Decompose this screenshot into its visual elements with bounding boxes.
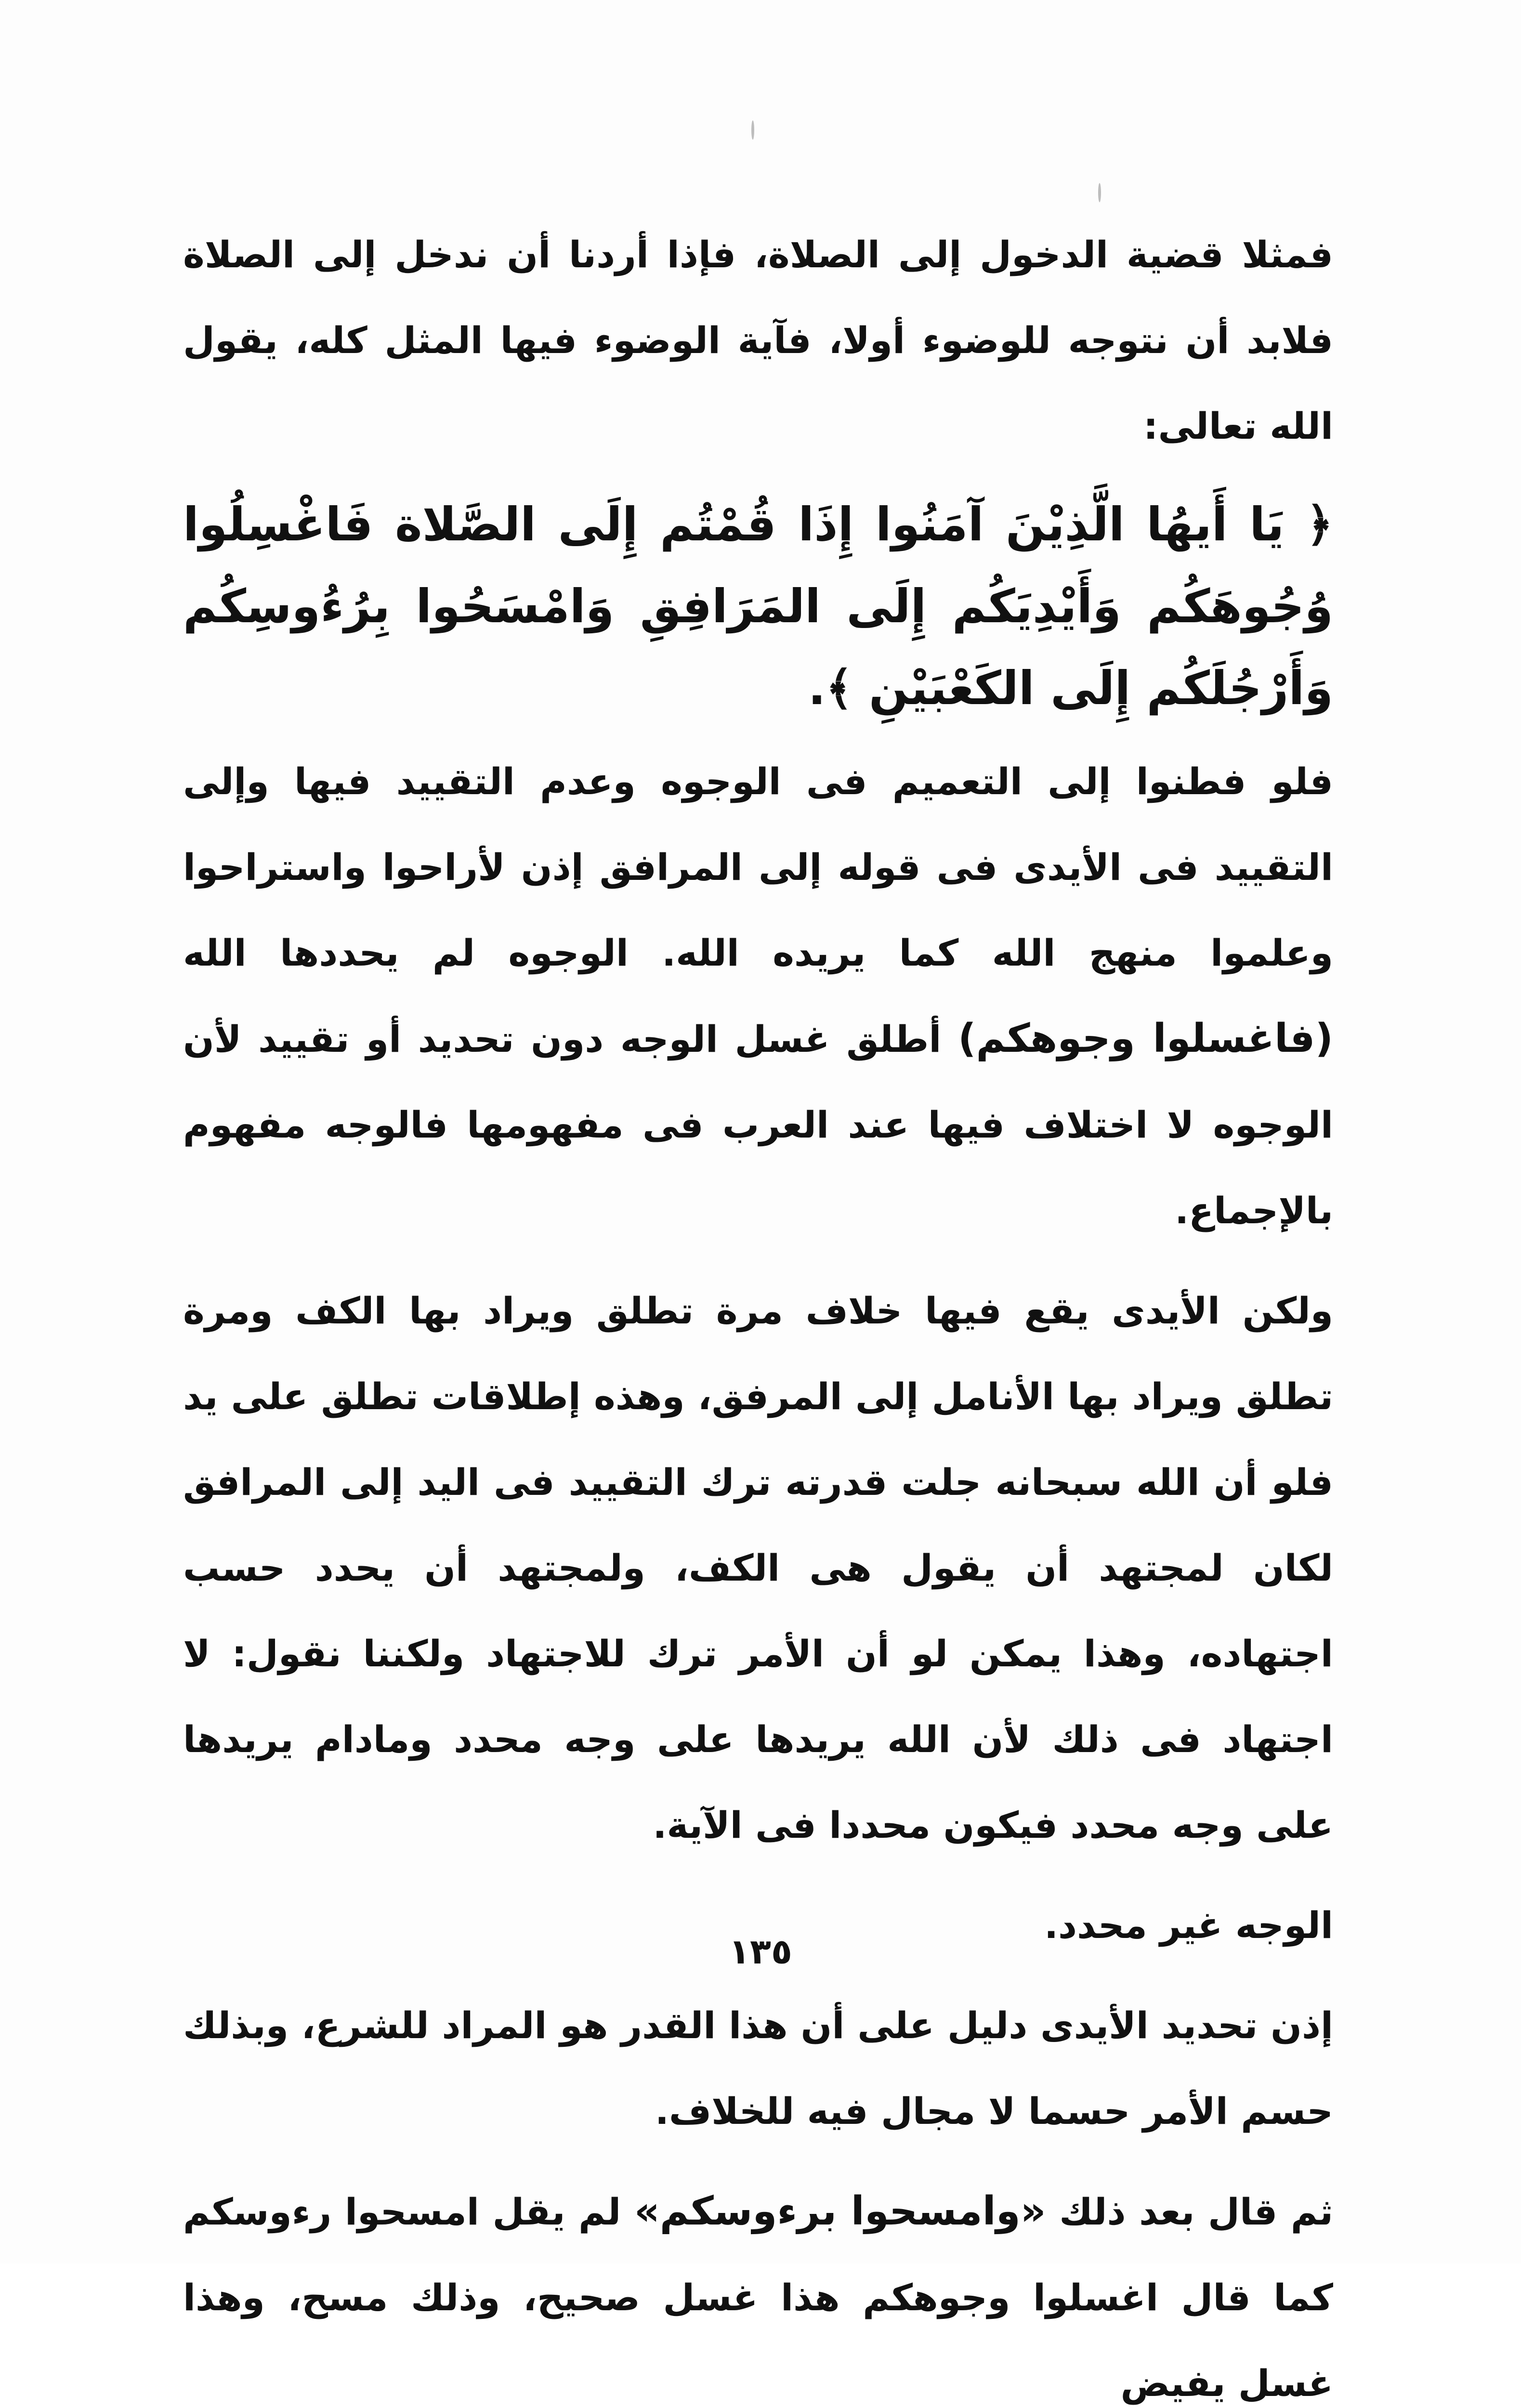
paragraph-hands: ولكن الأيدى يقع فيها خلاف مرة تطلق ويراد بها الكف ومرة تطلق ويراد بها الأنامل إلى المرفق، وهذه إطلاقات تطلق على يد فلو أن الله سبحانه جلت قدرته ترك التقييد فى اليد إلى المرافق لكان لمجتهد أن يقول هى الكف، ولمجتهد أن يحدد حسب اجتهاده، وهذا يمكن لو أن الأمر ترك للاجتهاد ولكننا نقول: لا اجتهاد فى ذلك لأن الله يريدها على وجه محدد ومادام يريدها على وجه محدد فيكون محددا فى الآية. (183, 1289, 1333, 1846)
paragraph-wipe-end: لم يقل امسحوا رءوسكم كما قال اغسلوا وجوهكم هذا غسل صحيح، وذلك مسح، وهذا غسل يفيض (183, 2190, 1333, 2405)
paragraph-wipe-heads (183, 2169, 1333, 2408)
paragraph-faces-end: أطلق غسل الوجه دون تحديد أو تقييد لأن الوجوه لا اختلاف فيها عند العرب فى مفهومها فالوجه مفهوم بالإجماع. (183, 1018, 1333, 1232)
quote-wipe-heads: «وامسحوا برءوسكم» (634, 2188, 1046, 2234)
body-text (183, 212, 1333, 2408)
paragraph-face-undefined: الوجه غير محدد. (1044, 1904, 1333, 1947)
quote-wash-faces: (فاغسلوا وجوهكم) (958, 1016, 1333, 1061)
paragraph-hands-limit: إذن تحديد الأيدى دليل على أن هذا القدر هو المراد للشرع، وبذلك حسم الأمر حسما لا مجال فيه للخلاف. (183, 2004, 1333, 2133)
quran-verse: ﴿ يَا أَيهُا الَّذِيْنَ آمَنُوا إِذَا قُمْتُم إِلَى الصَّلاة فَاغْسِلُوا وُجُوهَكُم وَأَيْدِيَكُم إِلَى المَرَافِقِ وَامْسَحُوا بِرُءُوسِكُم وَأَرْجُلَكُم إِلَى الكَعْبَيْنِ ﴾. (183, 497, 1333, 715)
paragraph-faces (183, 739, 1333, 1254)
page-number: ١٣٥ (729, 1931, 792, 1972)
scan-speck (1098, 183, 1101, 202)
paragraph-faces-start: فلو فطنوا إلى التعميم فى الوجوه وعدم التقييد فيها وإلى التقييد فى الأيدى فى قوله إلى المرافق إذن لأراحوا واستراحوا وعلموا منهج الله كما يريده الله. الوجوه لم يحددها الله (183, 760, 1333, 974)
paragraph-wipe-start: ثم قال بعد ذلك (1059, 2190, 1333, 2233)
scan-speck (751, 120, 754, 140)
paragraph-intro: فمثلا قضية الدخول إلى الصلاة، فإذا أردنا أن ندخل إلى الصلاة فلابد أن نتوجه للوضوء أولا، فآية الوضوء فيها المثل كله، يقول الله تعالى: (183, 233, 1333, 447)
